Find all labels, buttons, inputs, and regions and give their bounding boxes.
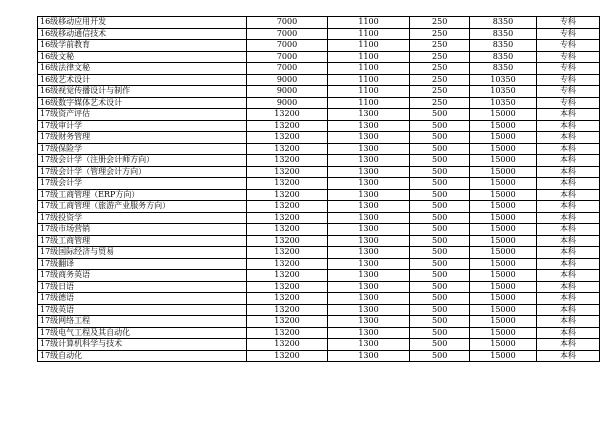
fee-b-cell: 250 bbox=[410, 28, 470, 40]
tuition-cell: 13200 bbox=[247, 212, 328, 224]
major-name-cell: 17级会计学 bbox=[38, 178, 247, 190]
level-cell: 专科 bbox=[536, 97, 599, 109]
fee-b-cell: 500 bbox=[410, 235, 470, 247]
major-name-cell: 17级审计学 bbox=[38, 120, 247, 132]
table-row bbox=[38, 189, 600, 201]
level-cell: 专科 bbox=[536, 28, 599, 40]
total-cell: 10350 bbox=[470, 97, 537, 109]
tuition-cell: 13200 bbox=[247, 327, 328, 339]
level-cell: 本科 bbox=[536, 281, 599, 293]
major-name-cell: 16级学前教育 bbox=[38, 40, 247, 52]
fee-b-cell: 250 bbox=[410, 74, 470, 86]
level-cell: 本科 bbox=[536, 258, 599, 270]
tuition-cell: 13200 bbox=[247, 120, 328, 132]
major-name-cell: 17级会计学（管理会计方向） bbox=[38, 166, 247, 178]
total-cell: 8350 bbox=[470, 28, 537, 40]
fee-a-cell: 1300 bbox=[327, 316, 409, 328]
major-name-cell: 16级数字媒体艺术设计 bbox=[38, 97, 247, 109]
table-row bbox=[38, 120, 600, 132]
fee-a-cell: 1300 bbox=[327, 132, 409, 144]
total-cell: 15000 bbox=[470, 120, 537, 132]
tuition-cell: 9000 bbox=[247, 86, 328, 98]
tuition-cell: 13200 bbox=[247, 258, 328, 270]
tuition-cell: 13200 bbox=[247, 316, 328, 328]
level-cell: 本科 bbox=[536, 327, 599, 339]
fee-b-cell: 500 bbox=[410, 212, 470, 224]
table-row bbox=[38, 224, 600, 236]
fee-b-cell: 500 bbox=[410, 178, 470, 190]
major-name-cell: 17级英语 bbox=[38, 304, 247, 316]
total-cell: 15000 bbox=[470, 132, 537, 144]
level-cell: 专科 bbox=[536, 86, 599, 98]
major-name-cell: 16级艺术设计 bbox=[38, 74, 247, 86]
tuition-cell: 13200 bbox=[247, 339, 328, 351]
major-name-cell: 17级工商管理（旅游产业服务方向） bbox=[38, 201, 247, 213]
fee-b-cell: 250 bbox=[410, 86, 470, 98]
tuition-cell: 7000 bbox=[247, 28, 328, 40]
major-name-cell: 17级商务英语 bbox=[38, 270, 247, 282]
level-cell: 专科 bbox=[536, 40, 599, 52]
table-row bbox=[38, 235, 600, 247]
major-name-cell: 17级保险学 bbox=[38, 143, 247, 155]
level-cell: 专科 bbox=[536, 51, 599, 63]
fee-a-cell: 1300 bbox=[327, 201, 409, 213]
fee-b-cell: 250 bbox=[410, 63, 470, 75]
table-row bbox=[38, 166, 600, 178]
fee-b-cell: 250 bbox=[410, 40, 470, 52]
level-cell: 本科 bbox=[536, 120, 599, 132]
total-cell: 8350 bbox=[470, 40, 537, 52]
table-row bbox=[38, 40, 600, 52]
level-cell: 本科 bbox=[536, 316, 599, 328]
fee-a-cell: 1100 bbox=[327, 97, 409, 109]
fee-a-cell: 1300 bbox=[327, 212, 409, 224]
fee-a-cell: 1300 bbox=[327, 270, 409, 282]
fee-b-cell: 500 bbox=[410, 304, 470, 316]
fee-a-cell: 1100 bbox=[327, 17, 409, 29]
major-name-cell: 16级移动通信技术 bbox=[38, 28, 247, 40]
fee-b-cell: 500 bbox=[410, 109, 470, 121]
fee-b-cell: 250 bbox=[410, 51, 470, 63]
total-cell: 15000 bbox=[470, 201, 537, 213]
total-cell: 15000 bbox=[470, 143, 537, 155]
level-cell: 本科 bbox=[536, 224, 599, 236]
fee-a-cell: 1300 bbox=[327, 258, 409, 270]
total-cell: 15000 bbox=[470, 235, 537, 247]
table-row bbox=[38, 155, 600, 167]
table-row bbox=[38, 143, 600, 155]
total-cell: 8350 bbox=[470, 51, 537, 63]
tuition-cell: 9000 bbox=[247, 74, 328, 86]
tuition-cell: 13200 bbox=[247, 189, 328, 201]
fee-b-cell: 250 bbox=[410, 97, 470, 109]
tuition-cell: 9000 bbox=[247, 97, 328, 109]
total-cell: 15000 bbox=[470, 304, 537, 316]
total-cell: 15000 bbox=[470, 270, 537, 282]
major-name-cell: 17级德语 bbox=[38, 293, 247, 305]
fee-a-cell: 1300 bbox=[327, 155, 409, 167]
level-cell: 本科 bbox=[536, 270, 599, 282]
tuition-cell: 13200 bbox=[247, 143, 328, 155]
total-cell: 15000 bbox=[470, 258, 537, 270]
fee-a-cell: 1100 bbox=[327, 63, 409, 75]
table-row bbox=[38, 350, 600, 362]
fee-b-cell: 500 bbox=[410, 201, 470, 213]
total-cell: 15000 bbox=[470, 339, 537, 351]
table-row bbox=[38, 74, 600, 86]
table-row bbox=[38, 327, 600, 339]
total-cell: 15000 bbox=[470, 247, 537, 259]
fee-b-cell: 500 bbox=[410, 155, 470, 167]
fee-b-cell: 500 bbox=[410, 224, 470, 236]
major-name-cell: 17级市场营销 bbox=[38, 224, 247, 236]
major-name-cell: 17级工商管理 bbox=[38, 235, 247, 247]
total-cell: 8350 bbox=[470, 17, 537, 29]
major-name-cell: 17级投资学 bbox=[38, 212, 247, 224]
fee-a-cell: 1300 bbox=[327, 281, 409, 293]
fee-a-cell: 1300 bbox=[327, 143, 409, 155]
level-cell: 本科 bbox=[536, 109, 599, 121]
table-row bbox=[38, 339, 600, 351]
fee-b-cell: 500 bbox=[410, 258, 470, 270]
total-cell: 15000 bbox=[470, 166, 537, 178]
tuition-cell: 13200 bbox=[247, 270, 328, 282]
total-cell: 15000 bbox=[470, 155, 537, 167]
total-cell: 15000 bbox=[470, 178, 537, 190]
tuition-cell: 13200 bbox=[247, 109, 328, 121]
tuition-cell: 7000 bbox=[247, 51, 328, 63]
major-name-cell: 17级工商管理（ERP方向） bbox=[38, 189, 247, 201]
tuition-cell: 13200 bbox=[247, 281, 328, 293]
major-name-cell: 17级自动化 bbox=[38, 350, 247, 362]
table-row bbox=[38, 63, 600, 75]
fee-a-cell: 1100 bbox=[327, 51, 409, 63]
fee-a-cell: 1300 bbox=[327, 235, 409, 247]
fee-a-cell: 1300 bbox=[327, 304, 409, 316]
total-cell: 15000 bbox=[470, 281, 537, 293]
fee-b-cell: 250 bbox=[410, 17, 470, 29]
table-row bbox=[38, 97, 600, 109]
fee-b-cell: 500 bbox=[410, 316, 470, 328]
table-row bbox=[38, 258, 600, 270]
fee-a-cell: 1300 bbox=[327, 327, 409, 339]
level-cell: 本科 bbox=[536, 350, 599, 362]
fee-b-cell: 500 bbox=[410, 339, 470, 351]
total-cell: 10350 bbox=[470, 74, 537, 86]
fee-b-cell: 500 bbox=[410, 189, 470, 201]
table-row bbox=[38, 132, 600, 144]
tuition-cell: 13200 bbox=[247, 178, 328, 190]
tuition-cell: 13200 bbox=[247, 132, 328, 144]
fee-a-cell: 1300 bbox=[327, 339, 409, 351]
major-name-cell: 17级网络工程 bbox=[38, 316, 247, 328]
level-cell: 本科 bbox=[536, 201, 599, 213]
table-row bbox=[38, 28, 600, 40]
tuition-cell: 13200 bbox=[247, 166, 328, 178]
fee-a-cell: 1300 bbox=[327, 120, 409, 132]
major-name-cell: 16级视觉传播设计与制作 bbox=[38, 86, 247, 98]
total-cell: 15000 bbox=[470, 189, 537, 201]
level-cell: 本科 bbox=[536, 247, 599, 259]
major-name-cell: 17级翻译 bbox=[38, 258, 247, 270]
fee-a-cell: 1300 bbox=[327, 166, 409, 178]
tuition-cell: 13200 bbox=[247, 304, 328, 316]
major-name-cell: 17级日语 bbox=[38, 281, 247, 293]
level-cell: 本科 bbox=[536, 293, 599, 305]
level-cell: 本科 bbox=[536, 212, 599, 224]
table-row bbox=[38, 304, 600, 316]
tuition-cell: 13200 bbox=[247, 224, 328, 236]
tuition-cell: 7000 bbox=[247, 40, 328, 52]
table-row bbox=[38, 51, 600, 63]
fee-a-cell: 1300 bbox=[327, 293, 409, 305]
fee-a-cell: 1100 bbox=[327, 74, 409, 86]
level-cell: 本科 bbox=[536, 235, 599, 247]
fee-a-cell: 1300 bbox=[327, 350, 409, 362]
fee-b-cell: 500 bbox=[410, 293, 470, 305]
table-row bbox=[38, 281, 600, 293]
major-name-cell: 16级法律文秘 bbox=[38, 63, 247, 75]
fee-b-cell: 500 bbox=[410, 281, 470, 293]
total-cell: 15000 bbox=[470, 350, 537, 362]
total-cell: 15000 bbox=[470, 224, 537, 236]
fee-table bbox=[37, 16, 600, 362]
table-row bbox=[38, 178, 600, 190]
level-cell: 本科 bbox=[536, 189, 599, 201]
major-name-cell: 17级会计学（注册会计师方向） bbox=[38, 155, 247, 167]
tuition-cell: 13200 bbox=[247, 350, 328, 362]
major-name-cell: 16级文秘 bbox=[38, 51, 247, 63]
table-row bbox=[38, 293, 600, 305]
fee-a-cell: 1300 bbox=[327, 178, 409, 190]
table-row bbox=[38, 212, 600, 224]
level-cell: 本科 bbox=[536, 132, 599, 144]
level-cell: 本科 bbox=[536, 339, 599, 351]
table-row bbox=[38, 109, 600, 121]
total-cell: 8350 bbox=[470, 63, 537, 75]
major-name-cell: 17级电气工程及其自动化 bbox=[38, 327, 247, 339]
fee-b-cell: 500 bbox=[410, 327, 470, 339]
major-name-cell: 17级计算机科学与技术 bbox=[38, 339, 247, 351]
fee-table-body bbox=[38, 17, 600, 362]
fee-a-cell: 1100 bbox=[327, 86, 409, 98]
level-cell: 专科 bbox=[536, 17, 599, 29]
tuition-cell: 13200 bbox=[247, 247, 328, 259]
fee-a-cell: 1300 bbox=[327, 224, 409, 236]
table-row bbox=[38, 247, 600, 259]
fee-b-cell: 500 bbox=[410, 143, 470, 155]
level-cell: 本科 bbox=[536, 143, 599, 155]
fee-b-cell: 500 bbox=[410, 166, 470, 178]
fee-a-cell: 1300 bbox=[327, 247, 409, 259]
table-row bbox=[38, 316, 600, 328]
fee-b-cell: 500 bbox=[410, 247, 470, 259]
total-cell: 15000 bbox=[470, 316, 537, 328]
fee-b-cell: 500 bbox=[410, 350, 470, 362]
level-cell: 本科 bbox=[536, 166, 599, 178]
fee-b-cell: 500 bbox=[410, 132, 470, 144]
total-cell: 10350 bbox=[470, 86, 537, 98]
fee-b-cell: 500 bbox=[410, 270, 470, 282]
level-cell: 本科 bbox=[536, 304, 599, 316]
fee-a-cell: 1100 bbox=[327, 40, 409, 52]
fee-a-cell: 1300 bbox=[327, 109, 409, 121]
tuition-cell: 7000 bbox=[247, 17, 328, 29]
fee-b-cell: 500 bbox=[410, 120, 470, 132]
total-cell: 15000 bbox=[470, 327, 537, 339]
major-name-cell: 17级资产评估 bbox=[38, 109, 247, 121]
table-row bbox=[38, 270, 600, 282]
fee-a-cell: 1300 bbox=[327, 189, 409, 201]
tuition-cell: 13200 bbox=[247, 201, 328, 213]
total-cell: 15000 bbox=[470, 212, 537, 224]
tuition-cell: 13200 bbox=[247, 293, 328, 305]
level-cell: 本科 bbox=[536, 155, 599, 167]
level-cell: 专科 bbox=[536, 63, 599, 75]
level-cell: 专科 bbox=[536, 74, 599, 86]
major-name-cell: 17级财务管理 bbox=[38, 132, 247, 144]
total-cell: 15000 bbox=[470, 293, 537, 305]
table-row bbox=[38, 17, 600, 29]
level-cell: 本科 bbox=[536, 178, 599, 190]
table-row bbox=[38, 201, 600, 213]
tuition-cell: 13200 bbox=[247, 155, 328, 167]
major-name-cell: 16级移动应用开发 bbox=[38, 17, 247, 29]
tuition-cell: 7000 bbox=[247, 63, 328, 75]
fee-a-cell: 1100 bbox=[327, 28, 409, 40]
total-cell: 15000 bbox=[470, 109, 537, 121]
major-name-cell: 17级国际经济与贸易 bbox=[38, 247, 247, 259]
table-row bbox=[38, 86, 600, 98]
tuition-cell: 13200 bbox=[247, 235, 328, 247]
